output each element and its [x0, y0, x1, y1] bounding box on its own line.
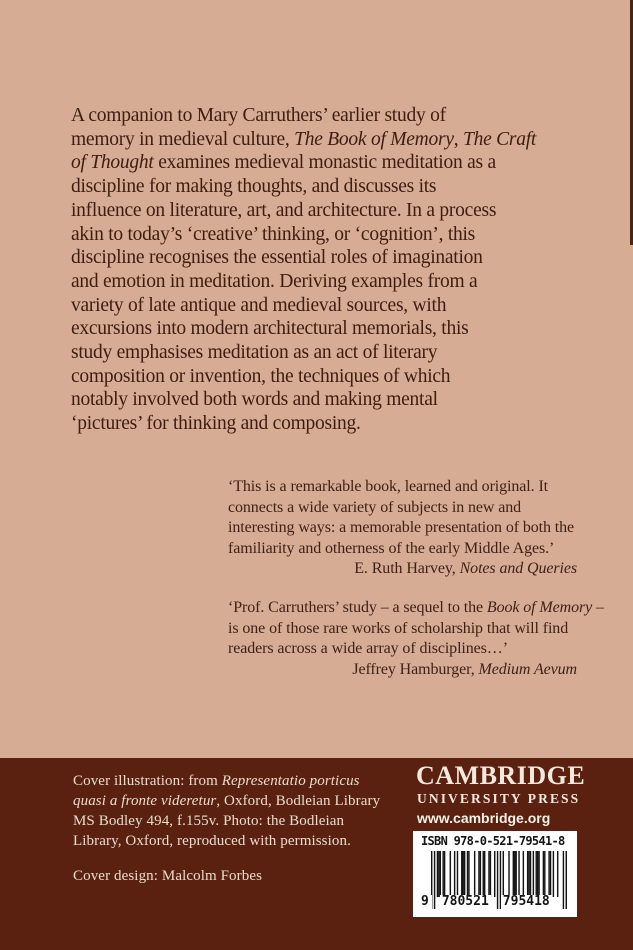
text-line	[71, 223, 536, 247]
text-line	[71, 246, 536, 270]
text-segment: is one of those rare works of scholarship that will find	[228, 619, 569, 637]
text-line	[71, 270, 536, 294]
italic-text-segment: Notes and Queries	[459, 560, 577, 578]
text-segment: familiarity and otherness of the early Middle Ages.’	[228, 539, 555, 557]
text-segment: and emotion in meditation. Deriving examples from a	[71, 270, 478, 292]
text-line	[228, 598, 604, 619]
text-segment: excursions into modern architectural memorials, this	[71, 318, 469, 340]
cover-illustration-credit	[73, 771, 380, 851]
text-line	[71, 388, 536, 412]
text-segment: akin to today’s ‘creative’ thinking, or ‘cognition’, this	[71, 223, 476, 245]
text-line	[71, 104, 536, 128]
text-line	[71, 365, 536, 389]
text-segment: discipline for making thoughts, and discusses its	[71, 176, 437, 198]
text-segment: influence on literature, art, and architecture. In a process	[71, 199, 497, 221]
text-segment: , Oxford, Bodleian Library	[216, 793, 381, 809]
italic-text-segment: Representatio porticus	[221, 773, 360, 789]
italic-text-segment: The Craft	[462, 128, 537, 150]
barcode-digits	[421, 895, 573, 909]
text-segment: ‘Prof. Carruthers’ study – a sequel to the	[228, 598, 487, 616]
italic-text-segment: The Book of Memory	[294, 128, 454, 150]
isbn-number: ISBN 978-0-521-79541-8	[421, 834, 565, 848]
text-segment: MS Bodley 494, f.155v. Photo: the Bodleian	[73, 813, 345, 829]
text-segment: readers across a wide array of disciplines…’	[228, 640, 508, 658]
italic-text-segment: Book of Memory	[486, 598, 593, 616]
publisher-name: CAMBRIDGE	[416, 761, 586, 790]
text-line	[228, 619, 577, 640]
text-line	[73, 831, 380, 851]
text-segment: ‘This is a remarkable book, learned and original. It	[228, 478, 549, 495]
reviews-section	[228, 477, 604, 680]
review-quote-2-attribution	[228, 660, 577, 681]
text-segment: Cover illustration: from	[73, 773, 222, 789]
review-quote-1-text	[228, 477, 577, 559]
text-line	[228, 639, 577, 660]
publisher-subtitle: UNIVERSITY PRESS	[417, 791, 581, 806]
publisher-website: www.cambridge.org	[417, 810, 551, 826]
text-line	[71, 151, 536, 175]
review-quote-2-text	[228, 598, 604, 660]
text-segment: memory in medieval culture,	[71, 128, 295, 150]
text-line	[71, 317, 536, 341]
review-quote-2	[228, 598, 604, 680]
text-segment: Jeffrey Hamburger,	[352, 660, 479, 678]
text-segment: E. Ruth Harvey,	[354, 560, 460, 578]
barcode-digit-group: 795418	[502, 894, 550, 909]
text-line	[71, 199, 536, 223]
text-segment: Library, Oxford, reproduced with permission.	[73, 833, 351, 849]
text-segment: connects a wide variety of subjects in new and	[228, 498, 522, 516]
text-segment: –	[592, 598, 604, 616]
text-segment: notably involved both words and making mental	[71, 389, 438, 411]
text-line	[71, 175, 536, 199]
text-line	[228, 518, 577, 539]
barcode-digit-group: 780521	[441, 894, 489, 909]
text-segment: examines medieval monastic meditation as a	[153, 152, 496, 174]
review-quote-1-attribution	[228, 559, 577, 580]
text-line	[73, 791, 380, 811]
text-segment: study emphasises meditation as an act of literary	[71, 342, 438, 364]
text-line	[228, 498, 577, 519]
isbn-barcode-box	[413, 831, 577, 917]
italic-text-segment: Medium Aevum	[478, 660, 577, 678]
barcode-digit-group: 9	[421, 895, 432, 909]
footer-bar	[0, 758, 633, 950]
text-segment: variety of late antique and medieval sources, with	[71, 294, 447, 316]
publisher-block	[413, 761, 586, 917]
text-line	[73, 771, 380, 791]
text-segment: ,	[453, 128, 463, 150]
text-segment: interesting ways: a memorable presentation of both the	[228, 519, 575, 537]
text-segment: ‘pictures’ for thinking and composing.	[71, 413, 361, 435]
text-line	[228, 539, 577, 560]
text-segment: A companion to Mary Carruthers’ earlier study of	[71, 105, 446, 126]
text-segment: discipline recognises the essential roles of imagination	[71, 247, 483, 269]
text-line	[73, 811, 380, 831]
text-line	[228, 477, 577, 498]
italic-text-segment: quasi a fronte videretur	[73, 793, 217, 809]
text-line	[71, 294, 536, 318]
text-line	[71, 341, 536, 365]
text-segment: composition or invention, the techniques of which	[71, 365, 451, 387]
cover-design-credit: Cover design: Malcolm Forbes	[73, 868, 263, 884]
text-line	[71, 412, 536, 436]
review-quote-1	[228, 477, 577, 580]
text-line	[71, 128, 536, 152]
cover-credits	[73, 771, 380, 886]
ean13-barcode	[421, 851, 567, 909]
blurb-paragraph	[71, 104, 536, 436]
italic-text-segment: of Thought	[71, 152, 154, 174]
